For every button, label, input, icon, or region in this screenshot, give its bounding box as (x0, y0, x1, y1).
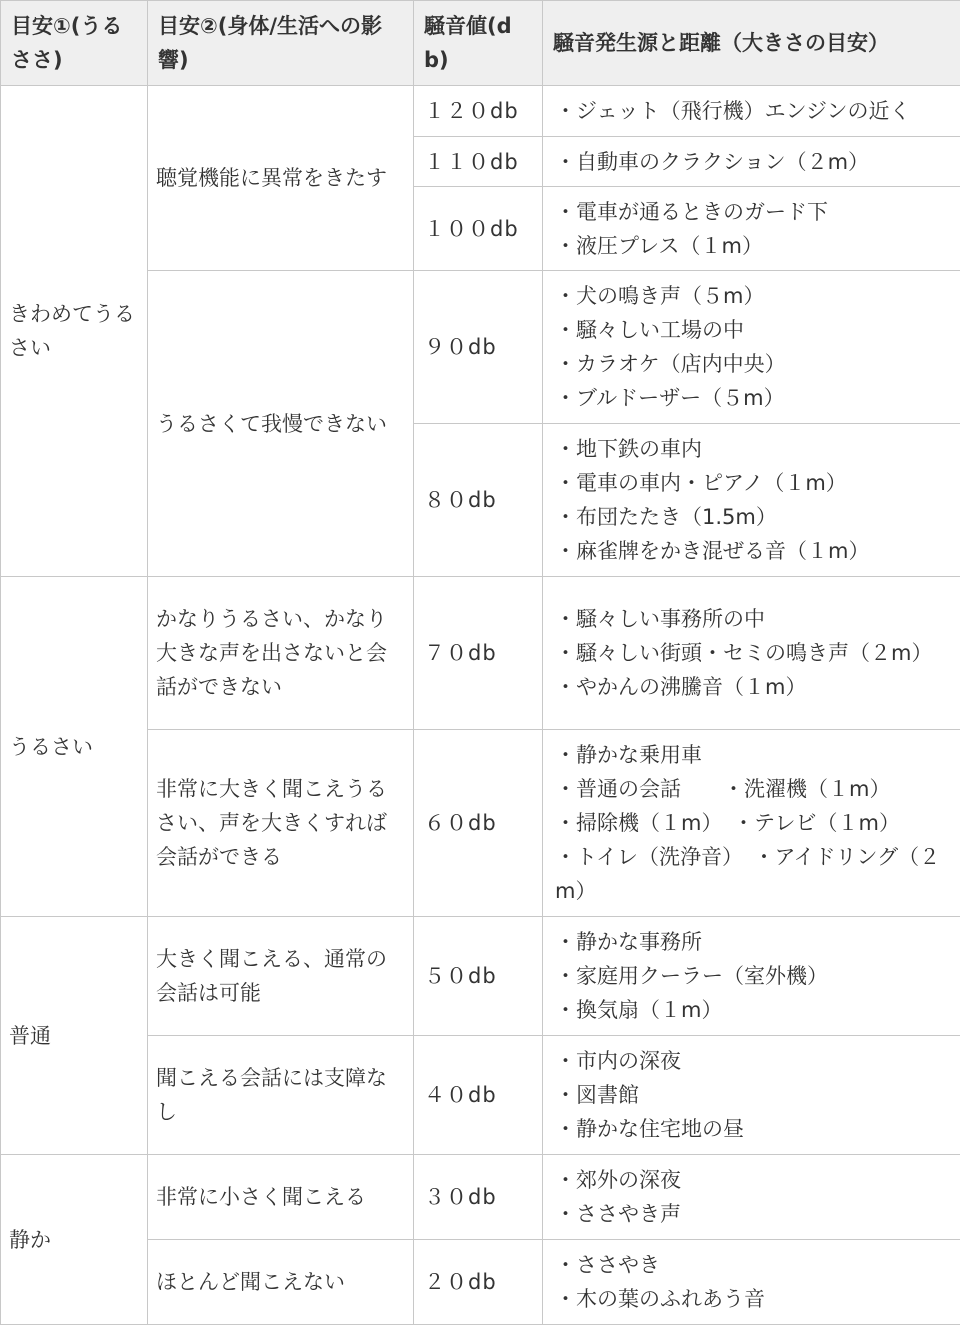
source-cell (543, 730, 960, 917)
source-item: ・木の葉のふれあう音 (555, 1282, 956, 1316)
db-cell: ８０db (414, 424, 543, 577)
source-item: ・騒々しい工場の中 (555, 313, 956, 347)
level2-cell: 非常に小さく聞こえる (148, 1155, 414, 1240)
source-cell (543, 1036, 960, 1155)
db-cell: ７０db (414, 577, 543, 730)
level1-cell: 普通 (1, 917, 148, 1155)
source-item: ・地下鉄の車内 (555, 432, 956, 466)
source-cell (543, 187, 960, 271)
header-level2: 目安②(身体/生活への影響) (148, 1, 414, 86)
source-item: ・掃除機（１m） ・テレビ（１m） (555, 806, 956, 840)
source-item: ・自動車のクラクション（２m） (555, 145, 956, 179)
source-cell (543, 917, 960, 1036)
level1-cell: うるさい (1, 577, 148, 917)
db-cell: １００db (414, 187, 543, 271)
source-cell (543, 1155, 960, 1240)
source-cell (543, 424, 960, 577)
table-row (1, 86, 960, 137)
source-item: ・カラオケ（店内中央） (555, 347, 956, 381)
table-header-row (1, 1, 960, 86)
table-row (1, 1155, 960, 1240)
source-item: ・騒々しい街頭・セミの鳴き声（２m） (555, 636, 956, 670)
db-cell: ９０db (414, 271, 543, 424)
source-item: ・静かな住宅地の昼 (555, 1112, 956, 1146)
db-cell: １１０db (414, 137, 543, 187)
level2-cell: うるさくて我慢できない (148, 271, 414, 577)
level2-cell: 非常に大きく聞こえうるさい、声を大きくすれば会話ができる (148, 730, 414, 917)
header-source: 騒音発生源と距離（大きさの目安） (543, 1, 960, 86)
source-item: ・換気扇（１m） (555, 993, 956, 1027)
source-cell (543, 271, 960, 424)
db-cell: ３０db (414, 1155, 543, 1240)
source-item: ・ジェット（飛行機）エンジンの近く (555, 94, 956, 128)
source-item: ・やかんの沸騰音（１m） (555, 670, 956, 704)
source-item: ・ブルドーザー（５m） (555, 381, 956, 415)
level2-cell: 聞こえる会話には支障なし (148, 1036, 414, 1155)
source-cell (543, 137, 960, 187)
level1-cell: きわめてうるさい (1, 86, 148, 577)
source-item: ・液圧プレス（１m） (555, 229, 956, 263)
source-item: ・郊外の深夜 (555, 1163, 956, 1197)
table-row (1, 917, 960, 1036)
level2-cell: かなりうるさい、かなり大きな声を出さないと会話ができない (148, 577, 414, 730)
source-item: ・騒々しい事務所の中 (555, 602, 956, 636)
source-item: ・図書館 (555, 1078, 956, 1112)
source-item: ・麻雀牌をかき混ぜる音（１m） (555, 534, 956, 568)
source-item: ・普通の会話 ・洗濯機（１m） (555, 772, 956, 806)
db-cell: １２０db (414, 86, 543, 137)
level2-cell: 聴覚機能に異常をきたす (148, 86, 414, 271)
source-item: ・犬の鳴き声（５m） (555, 279, 956, 313)
source-item: ・布団たたき（1.5m） (555, 500, 956, 534)
source-item: ・電車が通るときのガード下 (555, 195, 956, 229)
source-item: ・静かな事務所 (555, 925, 956, 959)
source-cell (543, 86, 960, 137)
source-item: ・トイレ（洗浄音） ・アイドリング（２m） (555, 840, 956, 908)
source-cell (543, 577, 960, 730)
header-level1: 目安①(うるささ) (1, 1, 148, 86)
table-row (1, 577, 960, 730)
db-cell: ２０db (414, 1240, 543, 1325)
source-item: ・家庭用クーラー（室外機） (555, 959, 956, 993)
source-item: ・ささやき (555, 1248, 956, 1282)
level2-cell: 大きく聞こえる、通常の会話は可能 (148, 917, 414, 1036)
level2-cell: ほとんど聞こえない (148, 1240, 414, 1325)
header-db: 騒音値(db) (414, 1, 543, 86)
db-cell: ６０db (414, 730, 543, 917)
db-cell: ５０db (414, 917, 543, 1036)
source-cell (543, 1240, 960, 1325)
source-item: ・市内の深夜 (555, 1044, 956, 1078)
source-item: ・電車の車内・ピアノ（１m） (555, 466, 956, 500)
level1-cell: 静か (1, 1155, 148, 1325)
source-item: ・ささやき声 (555, 1197, 956, 1231)
db-cell: ４０db (414, 1036, 543, 1155)
source-item: ・静かな乗用車 (555, 738, 956, 772)
